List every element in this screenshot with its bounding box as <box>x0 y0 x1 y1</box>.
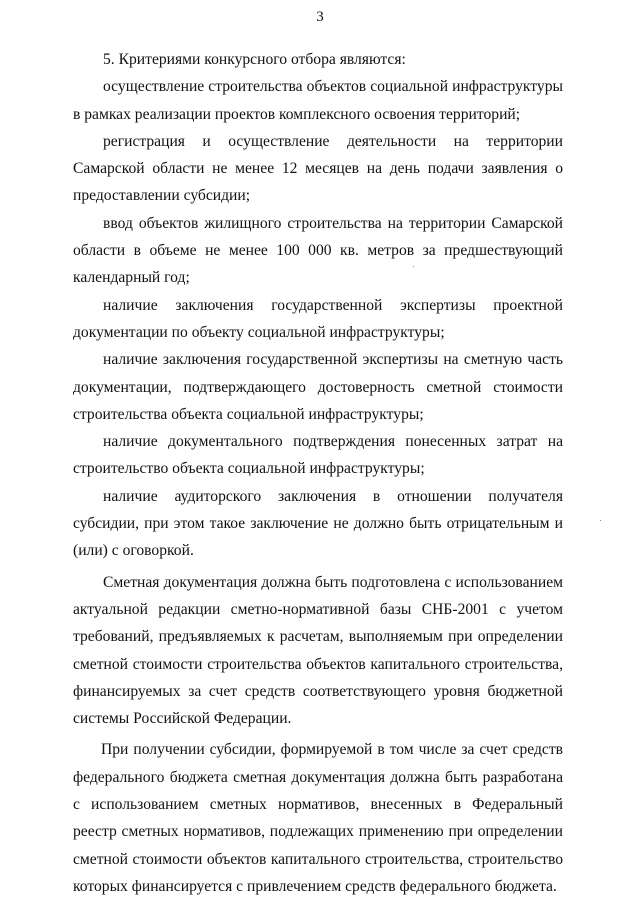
paragraph-criterion-registration: регистрация и осуществление деятельности на территории Самарской области не менее 12 месяцев на день подачи заявления о предоставлении субсидии; <box>73 132 563 205</box>
paragraph-criterion-expertise-project: наличие заключения государственной экспертизы проектной документации по объекту социальной инфраструктуры; <box>73 296 563 341</box>
paragraph-criterion-audit: наличие аудиторского заключения в отношении получателя субсидии, при этом такое заключение не должно быть отрицательным и (или) с оговоркой. <box>73 487 563 560</box>
paragraph-federal-budget: При получении субсидии, формируемой в том числе за счет средств федерального бюджета сметная документация должна быть разработана с использованием сметных нормативов, внесенных в Федеральный реестр сметных нормативов, подлежащих применению при определении сметной стоимости объектов капитального строительства, строительство которых финансируется с привлечением средств федерального бюджета. <box>73 741 563 895</box>
document-body <box>73 46 563 900</box>
paragraph-criterion-costs-confirmation: наличие документального подтверждения понесенных затрат на строительство объекта социальной инфраструктуры; <box>73 433 563 478</box>
paragraph-criterion-housing-input: ввод объектов жилищного строительства на территории Самарской области в объеме не менее 100 000 кв. метров за предшествующий календарный год; <box>73 214 563 287</box>
scan-speck <box>413 266 414 267</box>
paragraph-criterion-construction: осуществление строительства объектов социальной инфраструктуры в рамках реализации проектов комплексного освоения территорий; <box>73 78 563 123</box>
paragraph-estimate-documentation: Сметная документация должна быть подготовлена с использованием актуальной редакции сметно-нормативной базы СНБ-2001 с учетом требований, предъявляемых к расчетам, выполняемым при определении сметной стоимости строительства объектов капитального строительства, финансируемых за счет средств соответствующего уровня бюджетной системы Российской Федерации. <box>73 573 563 728</box>
page-number: 3 <box>316 9 324 25</box>
paragraph-criteria-heading: 5. Критериями конкурсного отбора являются: <box>103 51 406 68</box>
paragraph-criterion-expertise-estimate: наличие заключения государственной экспертизы на сметную часть документации, подтверждающего достоверность сметной стоимости строительства объекта социальной инфраструктуры; <box>73 351 563 423</box>
scan-speck <box>600 520 601 521</box>
